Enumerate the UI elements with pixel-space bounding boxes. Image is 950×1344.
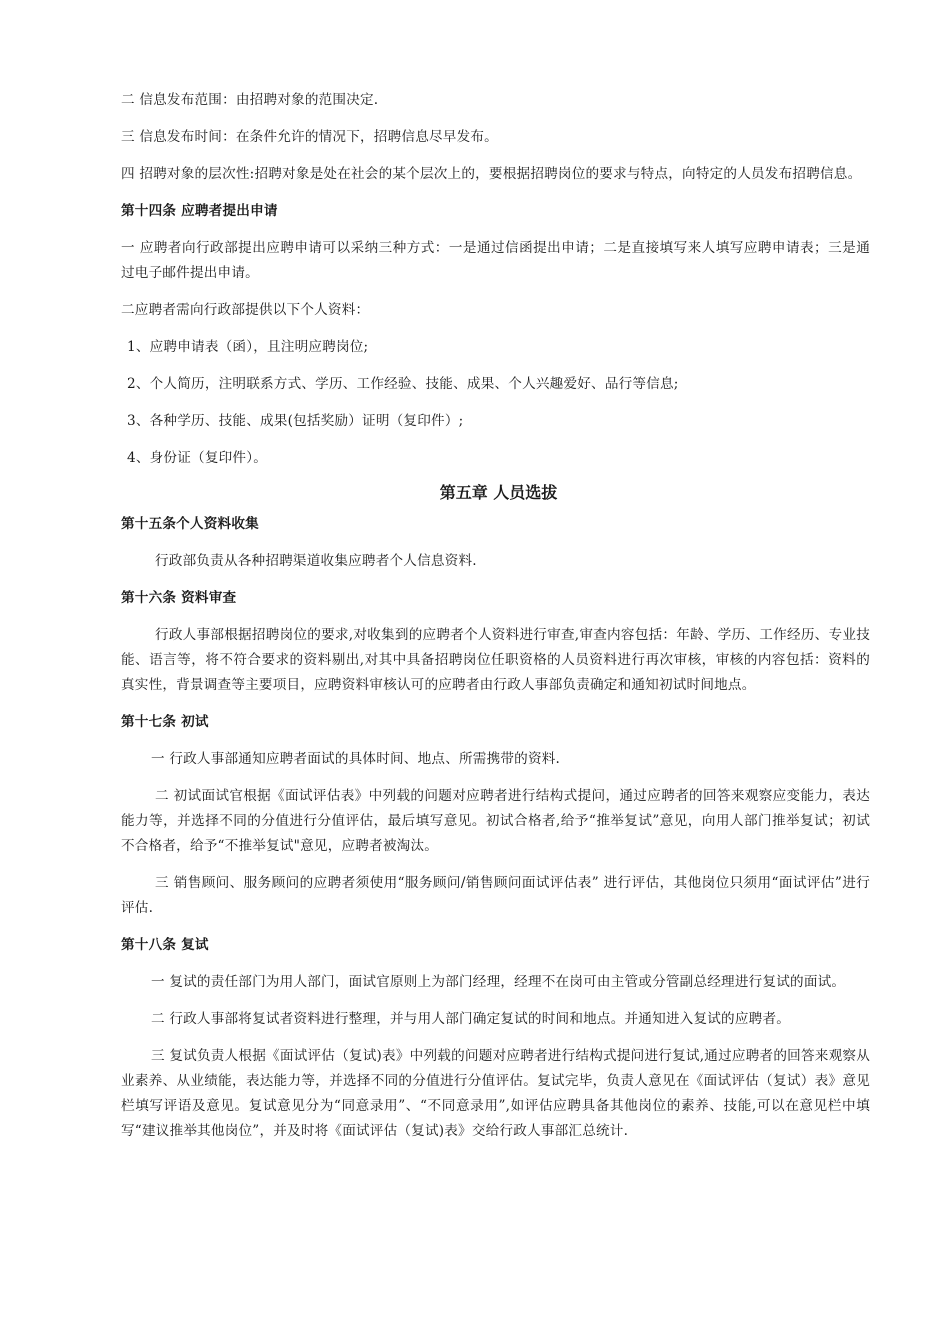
paragraph-first-interview-forms: 三 销售顾问、服务顾问的应聘者须使用“服务顾问/销售顾问面试评估表” 进行评估，其他岗位只须用“面试评估”进行评估. (121, 875, 870, 916)
article-14-heading: 第十四条 应聘者提出申请 (121, 203, 278, 219)
paragraph-second-interview-process: 三 复试负责人根据《面试评估（复试)表》中列载的问题对应聘者进行结构式提问进行复试,通过应聘者的回答来观察从业素养、从业绩能，表达能力等，并选择不同的分值进行分值评估。复试完毕，负责人意见在《面试评估（复试）表》意见栏填写评语及意见。复试意见分为“同意录用”、“不同意录用”,如评估应聘具备其他岗位的素养、技能,可以在意见栏中填写“建议推举其他岗位”，并及时将《面试评估（复试)表》交给行政人事部汇总统计. (121, 1048, 870, 1139)
list-item: 2、个人简历，注明联系方式、学历、工作经验、技能、成果、个人兴趣爱好、品行等信息; (127, 376, 679, 392)
paragraph-info-time: 三 信息发布时间：在条件允许的情况下，招聘信息尽早发布。 (121, 129, 498, 145)
article-17-heading: 第十七条 初试 (121, 714, 209, 730)
paragraph-info-scope: 二 信息发布范围：由招聘对象的范围决定. (121, 92, 379, 108)
paragraph-required-materials: 二应聘者需向行政部提供以下个人资料： (121, 302, 370, 318)
paragraph-review: 行政人事部根据招聘岗位的要求,对收集到的应聘者个人资料进行审查,审查内容包括：年龄、学历、工作经历、专业技能、语言等，将不符合要求的资料剔出,对其中具备招聘岗位任职资格的人员资料进行再次审核，审核的内容包括：资料的真实性，背景调查等主要项目，应聘资料审核认可的应聘者由行政人事部负责确定和通知初试时间地点。 (121, 627, 870, 693)
article-18-heading: 第十八条 复试 (121, 937, 209, 953)
paragraph-collect-info: 行政部负责从各种招聘渠道收集应聘者个人信息资料. (155, 553, 477, 569)
paragraph-second-interview-owner: 一 复试的责任部门为用人部门，面试官原则上为部门经理，经理不在岗可由主管或分管副总经理进行复试的面试。 (151, 974, 846, 990)
list-item: 4、身份证（复印件）。 (127, 450, 267, 466)
article-15-heading: 第十五条个人资料收集 (121, 516, 259, 532)
paragraph-target-level: 四 招聘对象的层次性:招聘对象是处在社会的某个层次上的，要根据招聘岗位的要求与特点，向特定的人员发布招聘信息。 (121, 166, 862, 182)
list-item: 3、各种学历、技能、成果(包括奖励）证明（复印件）; (127, 413, 464, 429)
paragraph-first-interview-process: 二 初试面试官根据《面试评估表》中列载的问题对应聘者进行结构式提问，通过应聘者的回答来观察应变能力，表达能力等，并选择不同的分值进行分值评估，最后填写意见。初试合格者,给予“推举复试”意见，向用人部门推举复试；初试不合格者，给予“不推举复试"意见，应聘者被淘汰。 (121, 788, 870, 854)
paragraph-second-interview-arrange: 二 行政人事部将复试者资料进行整理，并与用人部门确定复试的时间和地点。并通知进入复试的应聘者。 (151, 1011, 791, 1027)
article-16-heading: 第十六条 资料审查 (121, 590, 237, 606)
list-item: 1、应聘申请表（函），且注明应聘岗位; (127, 339, 369, 355)
paragraph-application-methods: 一 应聘者向行政部提出应聘申请可以采纳三种方式：一是通过信函提出申请；二是直接填写来人填写应聘申请表；三是通过电子邮件提出申请。 (121, 240, 870, 281)
paragraph-first-interview-notice: 一 行政人事部通知应聘者面试的具体时间、地点、所需携带的资料. (151, 751, 561, 767)
chapter-title: 第五章 人员选拔 (439, 483, 558, 502)
